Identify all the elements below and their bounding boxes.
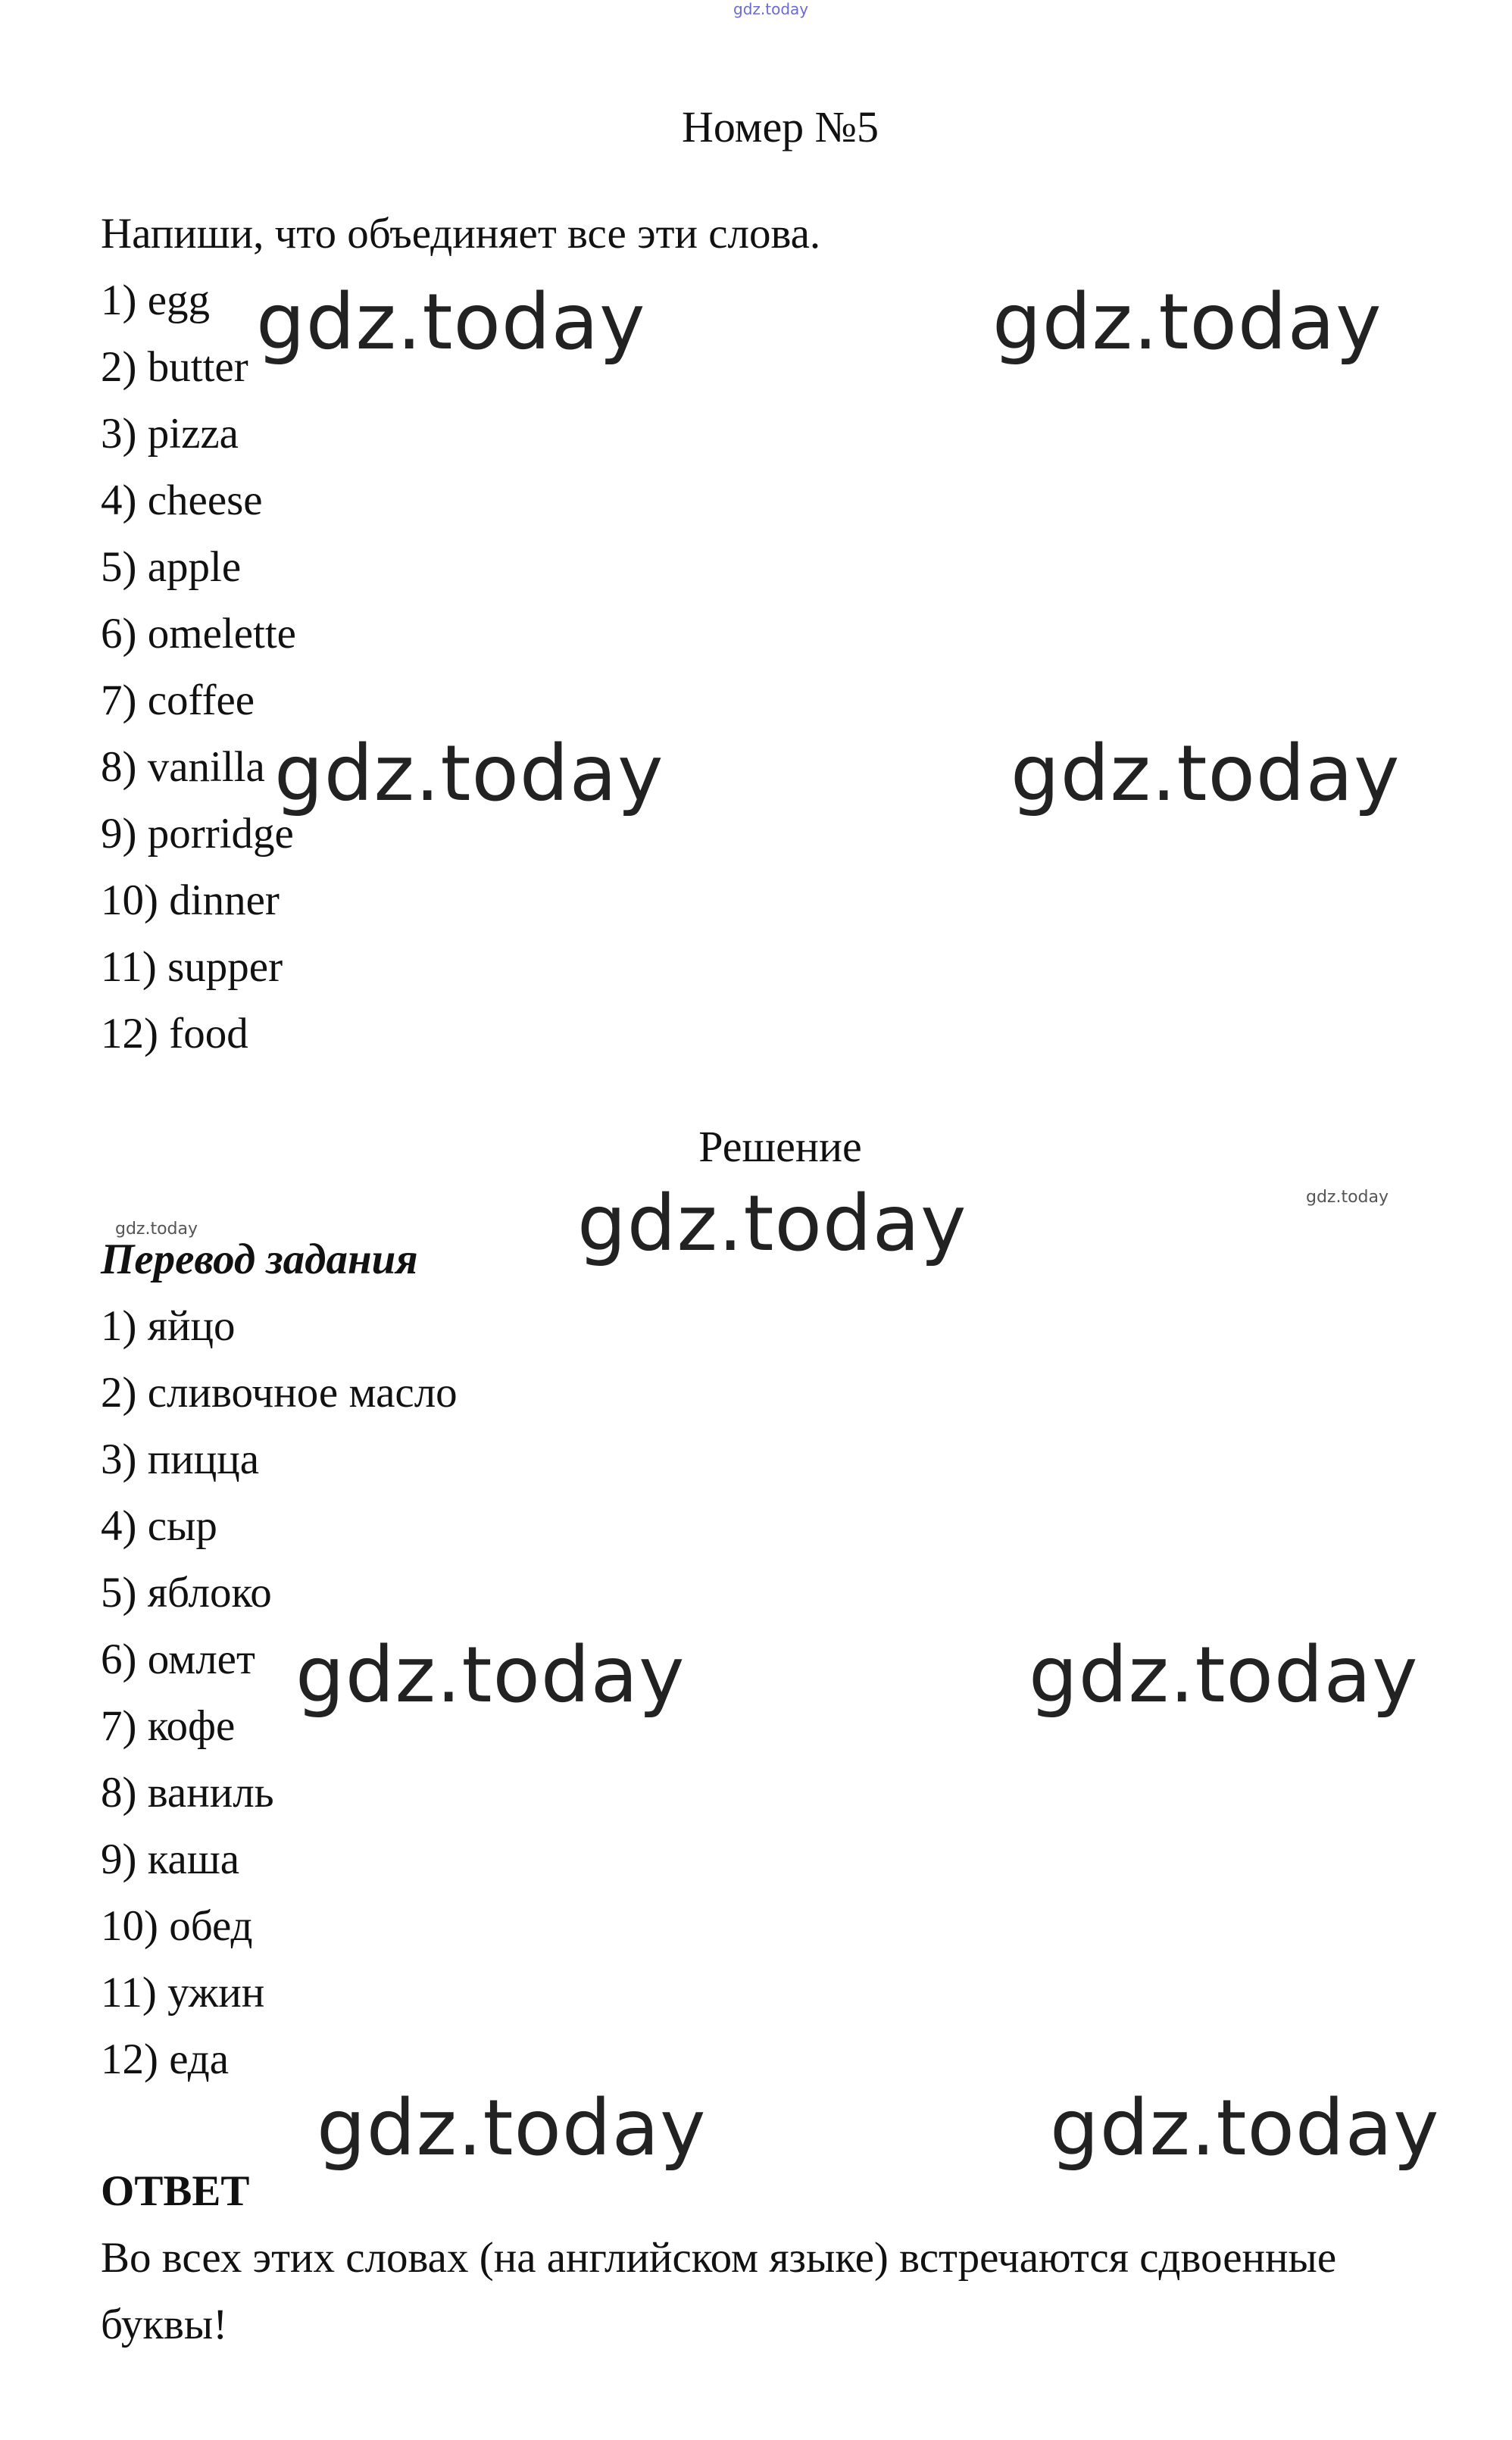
watermark-text: gdz.today: [992, 277, 1382, 367]
translation-item: 4) сыр: [101, 1502, 217, 1550]
watermark-text: gdz.today: [274, 729, 664, 819]
watermark-text: gdz.today: [317, 2083, 707, 2173]
watermark-text: gdz.today: [1050, 2083, 1440, 2173]
translation-item: 9) каша: [101, 1835, 240, 1883]
answer-heading: ОТВЕТ: [101, 2167, 250, 2215]
translation-item: 8) ваниль: [101, 1769, 274, 1817]
task-item: 12) food: [101, 1010, 248, 1058]
task-item: 7) coffee: [101, 676, 255, 724]
translation-item: 3) пицца: [101, 1436, 260, 1483]
translation-item: 12) еда: [101, 2035, 230, 2083]
task-item: 10) dinner: [101, 876, 280, 924]
watermark-text: gdz.today: [577, 1179, 967, 1269]
solution-title: Решение: [698, 1122, 862, 1171]
translation-item: 6) омлет: [101, 1636, 255, 1683]
task-item: 4) cheese: [101, 476, 263, 524]
task-item: 1) egg: [101, 276, 211, 324]
task-item: 11) supper: [101, 943, 283, 991]
header-watermark: gdz.today: [733, 0, 809, 18]
translation-item: 5) яблоко: [101, 1569, 272, 1617]
translation-item: 10) обед: [101, 1902, 253, 1950]
translation-heading: Перевод задания: [101, 1236, 418, 1283]
watermark-text: gdz.today: [1011, 729, 1401, 819]
task-item: 8) vanilla: [101, 743, 265, 791]
translation-item: 1) яйцо: [101, 1302, 236, 1350]
task-item: 3) pizza: [101, 410, 239, 458]
watermark-text: gdz.today: [1029, 1630, 1419, 1720]
task-item: 6) omelette: [101, 610, 296, 658]
answer-text: Во всех этих словах (на английском языке) встречаются сдвоенные: [101, 2234, 1337, 2282]
watermark-text: gdz.today: [256, 277, 646, 367]
watermark-small: gdz.today: [1306, 1188, 1389, 1207]
watermark-text: gdz.today: [295, 1630, 686, 1720]
task-item: 2) butter: [101, 343, 248, 391]
task-item: 5) apple: [101, 543, 242, 591]
answer-text-continuation: буквы!: [101, 2301, 228, 2348]
page-title: Номер №5: [681, 102, 879, 152]
translation-item: 2) сливочное масло: [101, 1369, 458, 1417]
translation-item: 11) ужин: [101, 1969, 265, 2017]
task-instruction: Напиши, что объединяет все эти слова.: [101, 210, 821, 258]
watermark-small: gdz.today: [115, 1220, 198, 1239]
translation-item: 7) кофе: [101, 1702, 236, 1750]
task-item: 9) porridge: [101, 810, 294, 858]
